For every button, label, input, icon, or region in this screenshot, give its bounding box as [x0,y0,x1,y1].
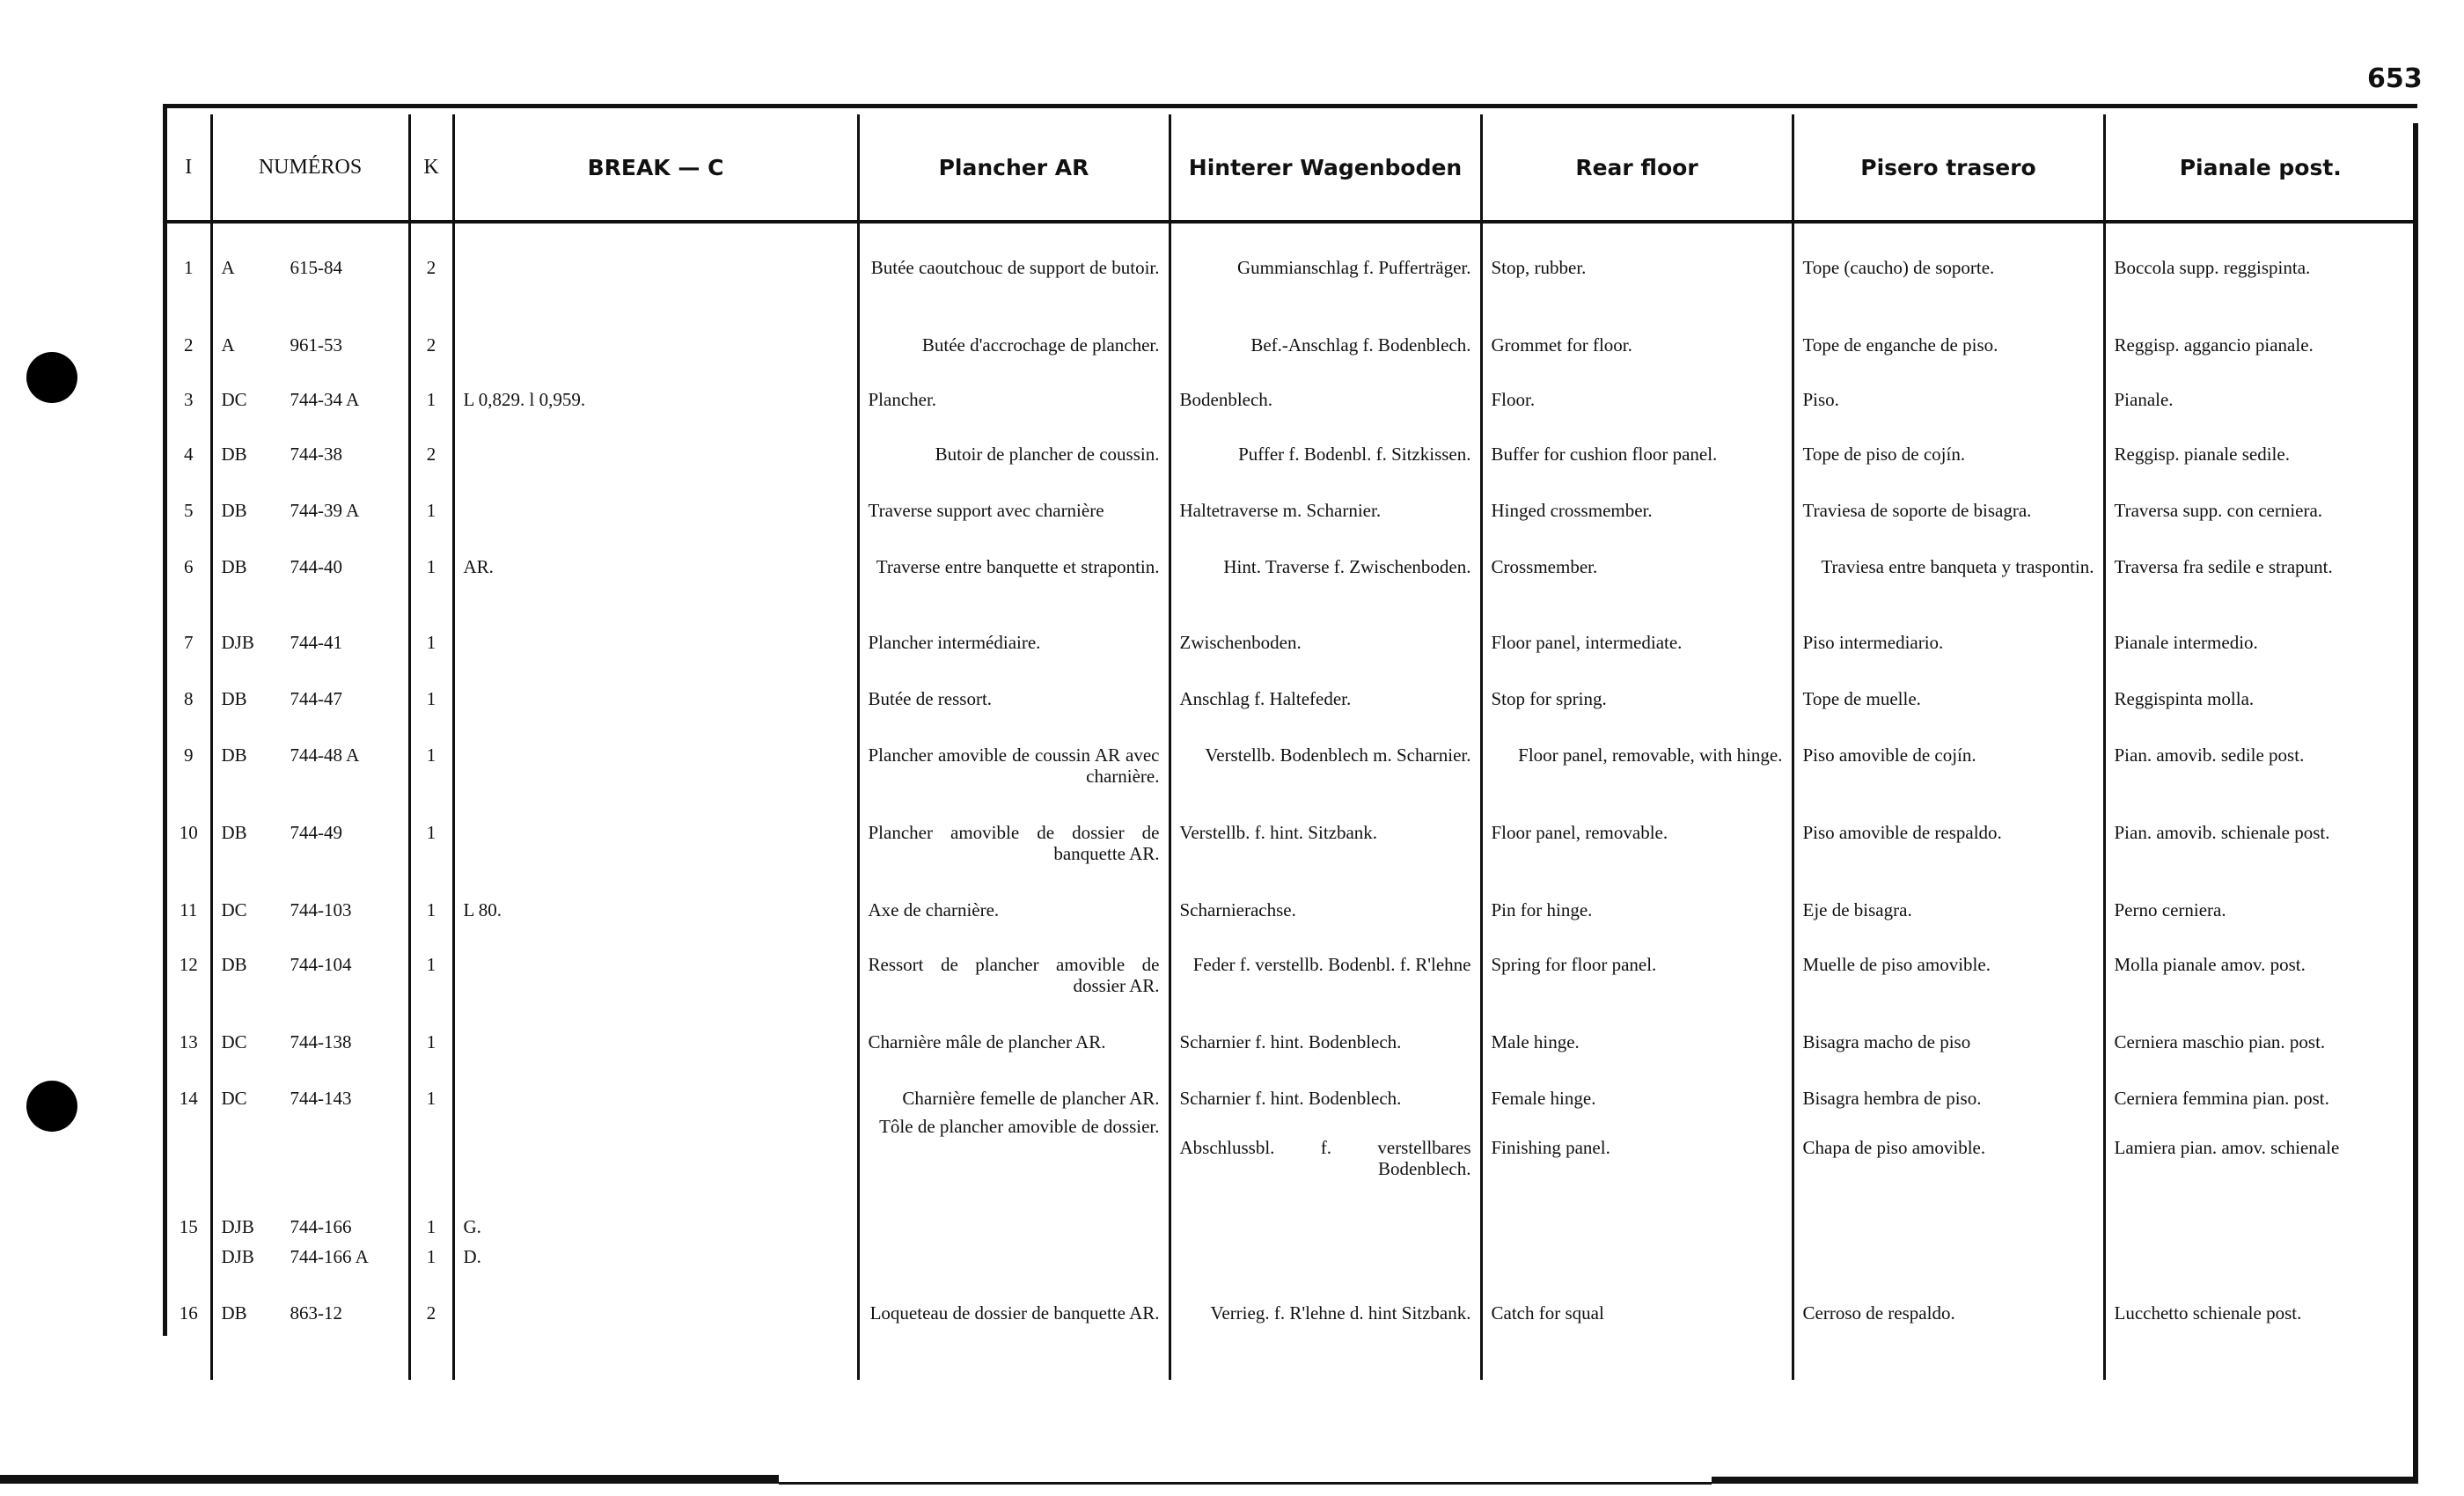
part-code: 744-41 [290,632,342,653]
desc-italian: Boccola supp. reggispinta. [2104,252,2416,329]
part-code: 744-166 [290,1216,352,1237]
part-code: 863-12 [290,1302,342,1324]
part-code: 744-38 [290,444,342,465]
desc-german: Gummianschlag f. Pufferträger. [1170,252,1481,329]
model-note [453,252,858,329]
row-index: 16 [179,1302,198,1324]
model-note [453,1297,858,1380]
quantity-line2: 1 [426,1246,436,1267]
quantity: 1 [409,894,453,949]
part-number [211,384,409,438]
desc-german: Bodenblech. [1170,384,1481,438]
row-index: 9 [184,744,194,766]
desc-italian: Molla pianale amov. post. [2104,949,2416,1026]
desc-french: Ressort de plancher amovible de dossier AR. [858,949,1170,1026]
part-code: 744-49 [290,822,342,843]
header-numbers: NUMÉROS [211,114,409,222]
desc-german: Verrieg. f. R'lehne d. hint Sitzbank. [1170,1297,1481,1380]
part-number [211,1297,409,1380]
desc-german: Haltetraverse m. Scharnier. [1170,495,1481,551]
quantity: 1 [409,1026,453,1082]
desc-english: Pin for hinge. [1481,894,1793,949]
desc-german: Bef.-Anschlag f. Bodenblech. [1170,329,1481,384]
model-note [453,1026,858,1082]
model-note [453,739,858,817]
part-prefix: DB [221,1302,247,1324]
desc-french-line2: Tôle de plancher amovible de dossier. [879,1116,1160,1137]
part-number [211,551,409,627]
page-bottom-rule-mid [779,1482,1712,1485]
quantity-line1: 1 [426,1216,436,1237]
table-row [167,551,2416,627]
desc-german: Zwischenboden. [1170,627,1481,683]
desc-italian: Traversa supp. con cerniera. [2104,495,2416,551]
table-row [167,817,2416,894]
model-note-line2: D. [463,1246,481,1267]
desc-german: Feder f. verstellb. Bodenbl. f. R'lehne [1170,949,1481,1026]
part-code: 744-143 [290,1088,352,1109]
header-english: Rear floor [1481,114,1793,222]
desc-english: Grommet for floor. [1481,329,1793,384]
desc-english-line2: Finishing panel. [1491,1137,1610,1158]
parts-table [167,114,2416,1380]
part-prefix: DB [221,954,247,975]
desc-german: Puffer f. Bodenbl. f. Sitzkissen. [1170,438,1481,495]
table-row [167,1026,2416,1082]
desc-italian [2104,1211,2416,1297]
desc-italian: Pianale. [2104,384,2416,438]
table-row [167,252,2416,329]
part-number [211,329,409,384]
desc-italian: Reggispinta molla. [2104,683,2416,739]
quantity: 1 [409,551,453,627]
model-note [453,683,858,739]
model-note: AR. [453,551,858,627]
desc-english: Buffer for cushion floor panel. [1481,438,1793,495]
part-code: 744-138 [290,1031,352,1052]
desc-english: Male hinge. [1481,1026,1793,1082]
desc-french: Charnière mâle de plancher AR. [858,1026,1170,1082]
part-code-alt: 744-166 A [290,1246,369,1267]
part-number [211,739,409,817]
quantity: 1 [409,817,453,894]
part-number [211,252,409,329]
desc-italian: Cerniera maschio pian. post. [2104,1026,2416,1082]
quantity: 1 [409,495,453,551]
desc-spanish [1793,1082,2104,1211]
desc-french-line1: Charnière femelle de plancher AR. [902,1088,1160,1109]
desc-english: Floor panel, removable. [1481,817,1793,894]
part-code: 744-48 A [290,744,360,766]
model-note [453,329,858,384]
desc-french [858,1082,1170,1211]
part-prefix: DB [221,822,247,843]
desc-english: Spring for floor panel. [1481,949,1793,1026]
part-code: 961-53 [290,334,342,356]
desc-english: Hinged crossmember. [1481,495,1793,551]
desc-french: Butée de ressort. [858,683,1170,739]
quantity: 1 [409,627,453,683]
row-index: 2 [184,334,194,356]
desc-english: Floor panel, intermediate. [1481,627,1793,683]
desc-french: Plancher intermédiaire. [858,627,1170,683]
part-code: 615-84 [290,257,342,278]
desc-italian: Pian. amovib. schienale post. [2104,817,2416,894]
desc-english: Floor panel, removable, with hinge. [1481,739,1793,817]
desc-english: Crossmember. [1481,551,1793,627]
desc-italian: Traversa fra sedile e strapunt. [2104,551,2416,627]
desc-spanish: Tope de enganche de piso. [1793,329,2104,384]
part-number [211,949,409,1026]
part-prefix: DB [221,556,247,577]
desc-spanish: Piso intermediario. [1793,627,2104,683]
model-note-line1: G. [463,1216,481,1237]
desc-german: Scharnierachse. [1170,894,1481,949]
desc-english-line1: Female hinge. [1491,1088,1596,1109]
row-index: 7 [184,632,194,653]
desc-spanish: Tope (caucho) de soporte. [1793,252,2104,329]
model-note [453,438,858,495]
part-prefix: DB [221,444,247,465]
quantity: 2 [409,252,453,329]
table-row [167,1297,2416,1380]
model-note [453,1082,858,1211]
spacer-row [167,222,2416,252]
part-prefix: DJB [221,1216,254,1237]
model-note: L 0,829. l 0,959. [453,384,858,438]
desc-french: Plancher amovible de coussin AR avec charnière. [858,739,1170,817]
table-row [167,739,2416,817]
desc-italian-line1: Cerniera femmina pian. post. [2114,1088,2329,1109]
desc-german-line2: Abschlussbl. f. verstellbares Bodenblech. [1179,1137,1471,1179]
row-index: 10 [179,822,198,843]
model-note [453,949,858,1026]
row-index: 4 [184,444,194,465]
page-number: 653 [2367,63,2423,94]
desc-french: Axe de charnière. [858,894,1170,949]
part-number [211,1026,409,1082]
part-code: 744-104 [290,954,352,975]
part-prefix: DB [221,744,247,766]
part-code: 744-39 A [290,500,360,521]
page-bottom-rule-left [0,1475,779,1484]
desc-spanish: Piso. [1793,384,2104,438]
table-row [167,1211,2416,1297]
binder-hole-bottom [26,1081,77,1132]
header-spanish: Pisero trasero [1793,114,2104,222]
desc-spanish: Tope de piso de cojín. [1793,438,2104,495]
model-note: L 80. [453,894,858,949]
desc-italian: Pianale intermedio. [2104,627,2416,683]
header-model: BREAK — C [453,114,858,222]
model-note [453,627,858,683]
table-top-rule [163,104,2417,108]
desc-french: Butée caoutchouc de support de butoir. [858,252,1170,329]
row-index: 3 [184,389,194,410]
desc-spanish-line1: Bisagra hembra de piso. [1802,1088,1982,1109]
desc-spanish: Piso amovible de respaldo. [1793,817,2104,894]
desc-italian: Reggisp. pianale sedile. [2104,438,2416,495]
desc-spanish: Traviesa entre banqueta y traspontin. [1793,551,2104,627]
quantity: 2 [409,329,453,384]
desc-french: Loqueteau de dossier de banquette AR. [858,1297,1170,1380]
part-code: 744-47 [290,688,342,709]
table-row [167,495,2416,551]
desc-spanish: Muelle de piso amovible. [1793,949,2104,1026]
desc-french: Plancher amovible de dossier de banquette AR. [858,817,1170,894]
table-row [167,1082,2416,1211]
desc-german: Verstellb. f. hint. Sitzbank. [1170,817,1481,894]
header-index: I [167,114,211,222]
row-index: 6 [184,556,194,577]
part-number [211,495,409,551]
desc-english: Stop for spring. [1481,683,1793,739]
table-row [167,438,2416,495]
desc-italian: Pian. amovib. sedile post. [2104,739,2416,817]
desc-italian: Reggisp. aggancio pianale. [2104,329,2416,384]
desc-english [1481,1082,1793,1211]
quantity: 1 [409,739,453,817]
model-note [453,817,858,894]
desc-spanish: Tope de muelle. [1793,683,2104,739]
desc-italian: Lucchetto schienale post. [2104,1297,2416,1380]
part-prefix: DJB [221,632,254,653]
model-note [453,1211,858,1297]
table-row [167,384,2416,438]
binder-hole-top [26,352,77,403]
table-row [167,894,2416,949]
row-index: 12 [179,954,198,975]
desc-english [1481,1211,1793,1297]
row-index: 15 [179,1216,198,1237]
row-index: 11 [180,899,198,920]
part-prefix: DC [221,1088,247,1109]
part-number [211,627,409,683]
part-prefix: DC [221,899,247,920]
row-index: 14 [179,1088,198,1109]
row-index: 8 [184,688,194,709]
desc-german [1170,1082,1481,1211]
part-number [211,438,409,495]
part-prefix: DB [221,688,247,709]
desc-english: Catch for squal [1481,1297,1793,1380]
desc-spanish: Traviesa de soporte de bisagra. [1793,495,2104,551]
desc-italian-line2: Lamiera pian. amov. schienale [2114,1137,2340,1158]
part-prefix: A [221,257,235,278]
desc-german [1170,1211,1481,1297]
desc-italian: Perno cerniera. [2104,894,2416,949]
quantity [409,1211,453,1297]
part-code: 744-40 [290,556,342,577]
desc-french: Traverse entre banquette et strapontin. [858,551,1170,627]
desc-spanish: Cerroso de respaldo. [1793,1297,2104,1380]
desc-spanish-line2: Chapa de piso amovible. [1802,1137,1986,1158]
row-index: 13 [179,1031,198,1052]
part-number [211,1211,409,1297]
part-prefix: DC [221,1031,247,1052]
desc-italian [2104,1082,2416,1211]
header-row [167,114,2416,222]
desc-spanish: Bisagra macho de piso [1793,1026,2104,1082]
part-number [211,894,409,949]
table-row [167,329,2416,384]
header-italian: Pianale post. [2104,114,2416,222]
desc-french [858,1211,1170,1297]
desc-french: Traverse support avec charnière [858,495,1170,551]
desc-french: Butée d'accrochage de plancher. [858,329,1170,384]
table-row [167,949,2416,1026]
quantity: 1 [409,949,453,1026]
desc-spanish: Piso amovible de cojín. [1793,739,2104,817]
part-prefix: DC [221,389,247,410]
part-prefix-alt: DJB [221,1246,254,1267]
header-k: K [409,114,453,222]
quantity: 1 [409,683,453,739]
row-index: 5 [184,500,194,521]
part-prefix: A [221,334,235,356]
quantity: 1 [409,384,453,438]
part-number [211,683,409,739]
part-number [211,817,409,894]
desc-french: Butoir de plancher de coussin. [858,438,1170,495]
desc-spanish [1793,1211,2104,1297]
desc-spanish: Eje de bisagra. [1793,894,2104,949]
quantity: 1 [409,1082,453,1211]
table-row [167,627,2416,683]
header-german: Hinterer Wagenboden [1170,114,1481,222]
desc-english: Stop, rubber. [1481,252,1793,329]
quantity: 2 [409,1297,453,1380]
table-row [167,683,2416,739]
row-index: 1 [184,257,194,278]
quantity: 2 [409,438,453,495]
part-number [211,1082,409,1211]
part-code: 744-103 [290,899,352,920]
desc-english: Floor. [1481,384,1793,438]
desc-german: Anschlag f. Haltefeder. [1170,683,1481,739]
desc-german: Verstellb. Bodenblech m. Scharnier. [1170,739,1481,817]
desc-french: Plancher. [858,384,1170,438]
desc-german: Scharnier f. hint. Bodenblech. [1170,1026,1481,1082]
model-note [453,495,858,551]
part-prefix: DB [221,500,247,521]
header-french: Plancher AR [858,114,1170,222]
part-code: 744-34 A [290,389,360,410]
desc-german-line1: Scharnier f. hint. Bodenblech. [1179,1088,1402,1109]
page-bottom-rule-right [1712,1477,2418,1484]
desc-german: Hint. Traverse f. Zwischenboden. [1170,551,1481,627]
